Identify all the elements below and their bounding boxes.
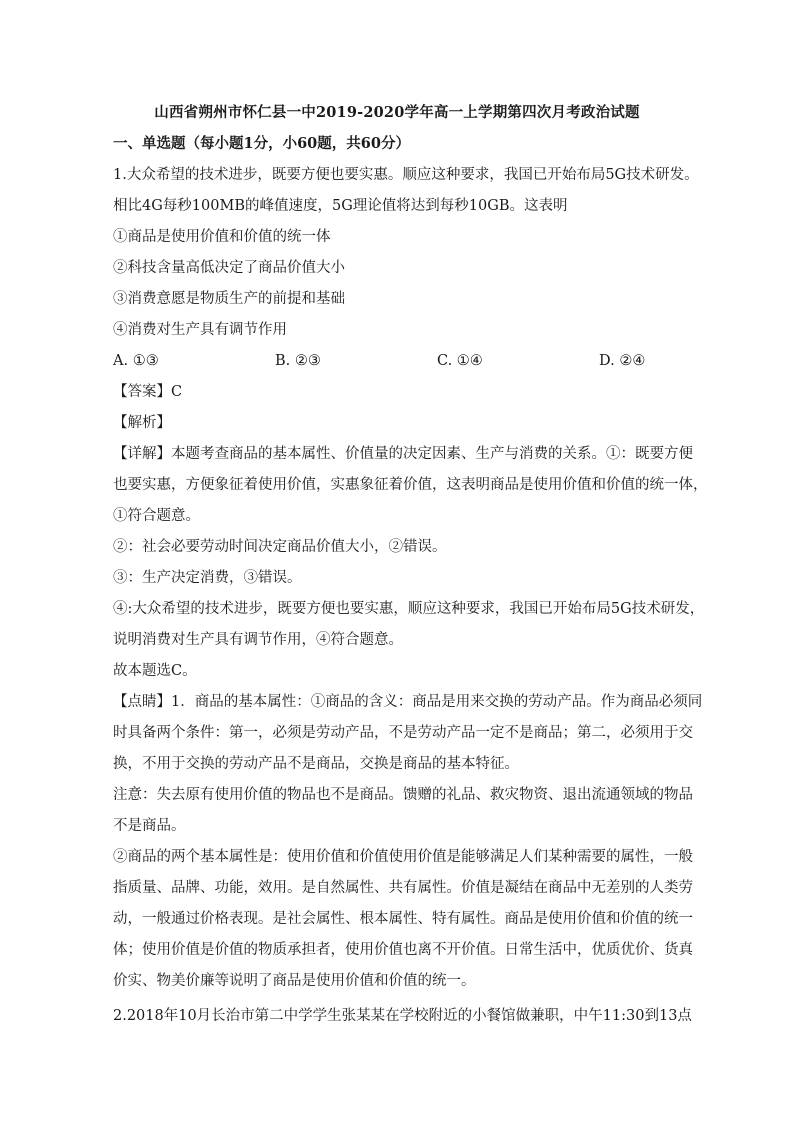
q1-tips-line: 不是商品。 [113, 818, 186, 834]
q1-item-4: ④消费对生产具有调节作用 [113, 322, 287, 338]
q1-item-1: ①商品是使用价值和价值的统一体 [113, 229, 331, 245]
q1-option-a: A. ①③ [113, 353, 159, 369]
q1-detail-line: ②：社会必要劳动时间决定商品价值大小，②错误。 [113, 539, 447, 555]
q1-item-3: ③消费意愿是物质生产的前提和基础 [113, 291, 345, 307]
section-heading: 一、单选题（每小题1分，小60题，共60分） [113, 135, 410, 152]
q2-stem-line-1: 2.2018年10月长治市第二中学学生张某某在学校附近的小餐馆做兼职，中午11:30到13点 [113, 1008, 692, 1024]
q1-analysis-label: 【解析】 [113, 415, 171, 431]
q1-detail-line: ③：生产决定消费，③错误。 [113, 570, 302, 586]
q1-tips-line: 指质量、品牌、功能，效用。是自然属性、共有属性。价值是凝结在商品中无差别的人类劳 [113, 880, 693, 896]
q1-detail-line: ④:大众希望的技术进步，既要方便也要实惠，顺应这种要求，我国已开始布局5G技术研发， [113, 601, 705, 617]
document-title: 山西省朔州市怀仁县一中2019-2020学年高一上学期第四次月考政治试题 [154, 104, 640, 121]
q1-tips-line: 体；使用价值是价值的物质承担者，使用价值也离不开价值。日常生活中，优质优价、货真 [113, 942, 693, 958]
q1-stem-line-1: 1.大众希望的技术进步，既要方便也要实惠。顺应这种要求，我国已开始布局5G技术研发。 [113, 167, 699, 183]
q1-detail-line: 【详解】本题考查商品的基本属性、价值量的决定因素、生产与消费的关系。①：既要方便 [113, 446, 693, 462]
q1-option-b: B. ②③ [275, 353, 321, 369]
q1-tips-line: 动，一般通过价格表现。是社会属性、根本属性、特有属性。商品是使用价值和价值的统一 [113, 911, 693, 927]
q1-stem-line-2: 相比4G每秒100MB的峰值速度，5G理论值将达到每秒10GB。这表明 [113, 198, 568, 214]
q1-detail-line: 故本题选C。 [113, 663, 197, 679]
q1-detail-line: 说明消费对生产具有调节作用，④符合题意。 [113, 632, 403, 648]
q1-answer: 【答案】C [113, 384, 183, 400]
q1-tips-line: 【点睛】1．商品的基本属性：①商品的含义：商品是用来交换的劳动产品。作为商品必须同 [113, 694, 703, 710]
q1-item-2: ②科技含量高低决定了商品价值大小 [113, 260, 345, 276]
q1-option-d: D. ②④ [599, 353, 646, 369]
q1-tips-line: ②商品的两个基本属性是：使用价值和价值使用价值是能够满足人们某种需要的属性，一般 [113, 849, 693, 865]
q1-option-c: C. ①④ [437, 353, 483, 369]
q1-tips-line: 换，不用于交换的劳动产品不是商品，交换是商品的基本特征。 [113, 756, 519, 772]
q1-detail-line: ①符合题意。 [113, 508, 200, 524]
q1-tips-line: 价实、物美价廉等说明了商品是使用价值和价值的统一。 [113, 973, 476, 989]
q1-tips-line: 时具备两个条件：第一，必须是劳动产品，不是劳动产品一定不是商品；第二，必须用于交 [113, 725, 693, 741]
q1-tips-line: 注意：失去原有使用价值的物品也不是商品。馈赠的礼品、救灾物资、退出流通领域的物品 [113, 787, 693, 803]
q1-detail-line: 也要实惠，方便象征着使用价值，实惠象征着价值，这表明商品是使用价值和价值的统一体， [113, 477, 708, 493]
